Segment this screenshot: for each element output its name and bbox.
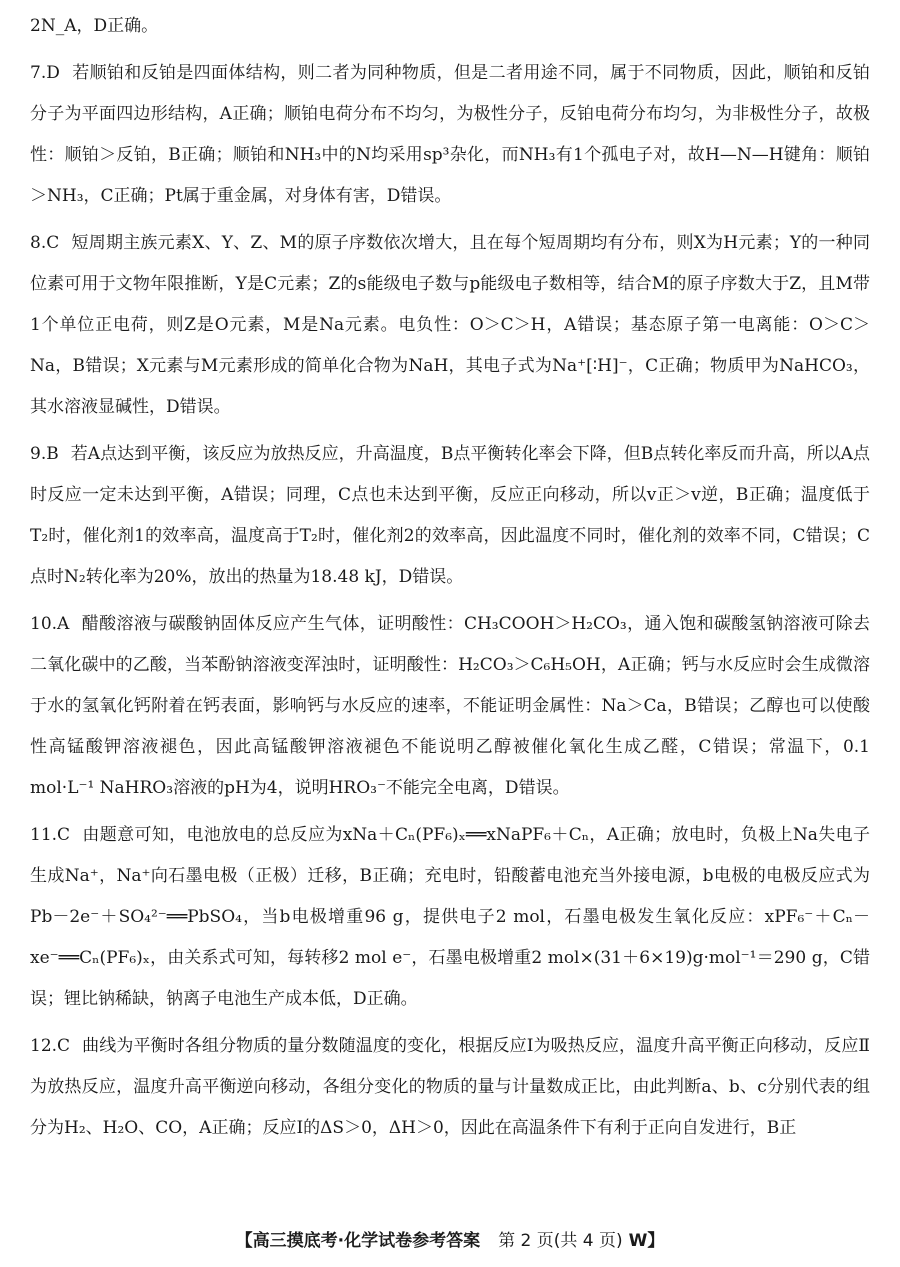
question-number: 7. — [30, 63, 47, 83]
explanation-text: 若A点达到平衡，该反应为放热反应，升高温度，B点平衡转化率会下降，但B点转化率反而升高，所以A点时反应一定未达到平衡，A错误；同理，C点也未达到平衡，反应正向移动，所以v正＞v逆，B正确；温度低于T₂时，催化剂1的效率高，温度高于T₂时，催化剂2的效率高，因此温度不同时，催化剂的效率不同，C错误；C点时N₂转化率为20%，放出的热量为18.48 kJ，D错误。 — [30, 444, 870, 587]
question-number: 8. — [30, 233, 47, 253]
answer-letter: A — [57, 614, 70, 634]
answer-item-12 — [30, 1026, 870, 1149]
answer-letter: B — [46, 444, 59, 464]
explanation-text: 由题意可知，电池放电的总反应为xNa＋Cₙ(PF₆)ₓ══xNaPF₆＋Cₙ，A正确；放电时，负极上Na失电子生成Na⁺，Na⁺向石墨电极（正极）迁移，B正确；充电时，铅酸蓄电池充当外接电源，b电极的电极反应式为Pb－2e⁻＋SO₄²⁻══PbSO₄，当b电极增重96 g，提供电子2 mol，石墨电极发生氧化反应：xPF₆⁻＋Cₙ－xe⁻══Cₙ(PF₆)ₓ，由关系式可知，每转移2 mol e⁻，石墨电极增重2 mol×(31＋6×19)g·mol⁻¹＝290 g，C错误；锂比钠稀缺，钠离子电池生产成本低，D正确。 — [30, 825, 870, 1009]
answer-letter: C — [57, 1036, 71, 1056]
answer-body — [30, 6, 870, 1149]
explanation-text: 短周期主族元素X、Y、Z、M的原子序数依次增大，且在每个短周期均有分布，则X为H元素；Y的一种同位素可用于文物年限推断，Y是C元素；Z的s能级电子数与p能级电子数相等，结合M的原子序数大于Z，且M带1个单位正电荷，则Z是O元素，M是Na元素。电负性：O＞C＞H，A错误；基态原子第一电离能：O＞C＞Na，B错误；X元素与M元素形成的简单化合物为NaH，其电子式为Na⁺[∶H]⁻，C正确；物质甲为NaHCO₃，其水溶液显碱性，D错误。 — [30, 233, 870, 417]
paragraph-0 — [30, 6, 870, 47]
answer-item-11 — [30, 815, 870, 1020]
explanation-text: 曲线为平衡时各组分物质的量分数随温度的变化，根据反应Ⅰ为吸热反应，温度升高平衡正向移动，反应Ⅱ为放热反应，温度升高平衡逆向移动，各组分变化的物质的量与计量数成正比，由此判断a、b、c分别代表的组分为H₂、H₂O、CO，A正确；反应Ⅰ的ΔS＞0，ΔH＞0，因此在高温条件下有利于正向自发进行，B正 — [30, 1036, 870, 1138]
answer-item-9 — [30, 434, 870, 598]
page-footer — [0, 1226, 900, 1251]
explanation-text: 若顺铂和反铂是四面体结构，则二者为同种物质，但是二者用途不同，属于不同物质，因此，顺铂和反铂分子为平面四边形结构，A正确；顺铂电荷分布不均匀，为极性分子，反铂电荷分布均匀，为非极性分子，故极性：顺铂＞反铂，B正确；顺铂和NH₃中的N均采用sp³杂化，而NH₃有1个孤电子对，故H—N—H键角：顺铂＞NH₃，C正确；Pt属于重金属，对身体有害，D错误。 — [30, 63, 870, 206]
question-number: 11. — [30, 825, 58, 845]
footer-mark: W】 — [628, 1231, 665, 1251]
answer-letter: C — [46, 233, 60, 253]
paragraph-text: 2N_A，D正确。 — [30, 16, 159, 36]
question-number: 10. — [30, 614, 58, 634]
footer-title: 【高三摸底考·化学试卷参考答案 — [235, 1231, 481, 1251]
answer-item-8 — [30, 223, 870, 428]
answer-letter: D — [46, 63, 60, 83]
question-number: 9. — [30, 444, 47, 464]
answer-letter: C — [57, 825, 71, 845]
page-number: 第 2 页(共 4 页) — [498, 1231, 623, 1251]
question-number: 12. — [30, 1036, 58, 1056]
answer-item-7 — [30, 53, 870, 217]
answer-item-10 — [30, 604, 870, 809]
explanation-text: 醋酸溶液与碳酸钠固体反应产生气体，证明酸性：CH₃COOH＞H₂CO₃，通入饱和碳酸氢钠溶液可除去二氧化碳中的乙酸，当苯酚钠溶液变浑浊时，证明酸性：H₂CO₃＞C₆H₅OH，A正确；钙与水反应时会生成微溶于水的氢氧化钙附着在钙表面，影响钙与水反应的速率，不能证明金属性：Na＞Ca，B错误；乙醇也可以使酸性高锰酸钾溶液褪色，因此高锰酸钾溶液褪色不能说明乙醇被催化氧化生成乙醛，C错误；常温下，0.1 mol·L⁻¹ NaHRO₃溶液的pH为4，说明HRO₃⁻不能完全电离，D错误。 — [30, 614, 870, 798]
